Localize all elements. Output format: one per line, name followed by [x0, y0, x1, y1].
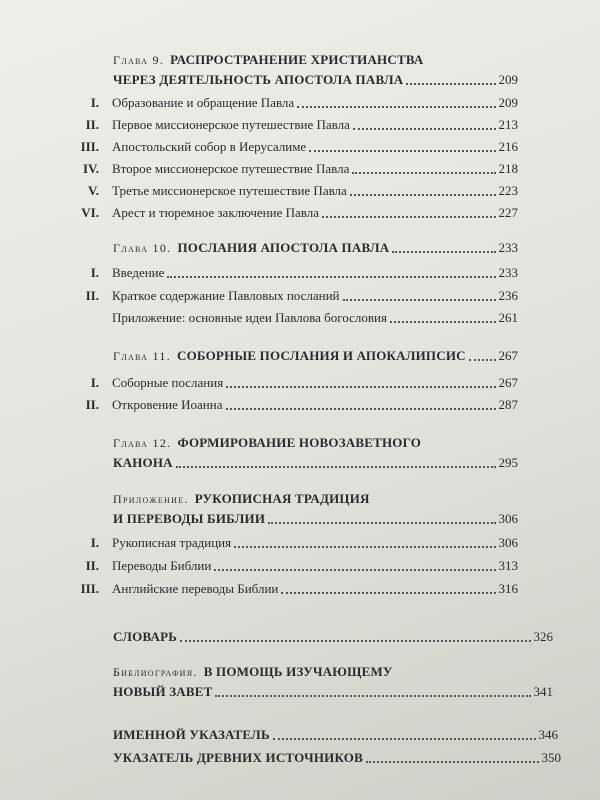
chapter-title: СОБОРНЫЕ ПОСЛАНИЯ И АПОКАЛИПСИС	[177, 348, 466, 363]
toc-item	[73, 263, 518, 283]
leader-dots	[392, 251, 495, 253]
toc-item	[73, 395, 518, 415]
page-number: 313	[498, 558, 518, 573]
sources-index-title: УКАЗАТЕЛЬ ДРЕВНИХ ИСТОЧНИКОВ	[113, 750, 363, 765]
sources-index	[113, 748, 561, 768]
page-number: 267	[498, 348, 518, 363]
appendix	[113, 489, 518, 529]
item-title: Английские переводы Библии	[112, 581, 279, 596]
roman-numeral: I.	[90, 265, 99, 280]
leader-dots	[176, 466, 496, 468]
roman-numeral: II.	[85, 558, 99, 573]
chapter-label: Глава 11.	[113, 349, 172, 363]
leader-dots	[353, 128, 496, 130]
leader-dots	[390, 321, 496, 323]
page-number: 261	[498, 310, 518, 325]
page-number: 346	[538, 727, 558, 742]
leader-dots	[350, 194, 496, 196]
roman-numeral: III.	[80, 581, 99, 596]
bibliography-title: В ПОМОЩЬ ИЗУЧАЮЩЕМУ	[203, 664, 393, 679]
item-title: Введение	[112, 265, 165, 280]
toc-item	[73, 373, 518, 393]
chapter-title-line2: КАНОНА	[113, 455, 173, 470]
toc-item	[73, 181, 518, 201]
glossary	[113, 627, 553, 647]
roman-numeral: II.	[85, 117, 99, 132]
roman-numeral: I.	[90, 375, 99, 390]
chapter-label: Глава 12.	[113, 436, 172, 450]
item-title: Апостольский собор в Иерусалиме	[112, 139, 307, 154]
chapter-label: Глава 9.	[113, 53, 165, 67]
page-number: 295	[498, 455, 518, 470]
roman-numeral: III.	[80, 139, 99, 154]
leader-dots	[226, 386, 495, 388]
page-number: 236	[498, 288, 518, 303]
page-number: 233	[498, 240, 518, 255]
leader-dots	[297, 106, 495, 108]
chapter-label: Глава 10.	[113, 241, 172, 255]
page-number: 223	[498, 183, 518, 198]
page-number: 218	[498, 161, 518, 176]
page-number: 209	[498, 72, 518, 87]
chapter-title-line2: ЧЕРЕЗ ДЕЯТЕЛЬНОСТЬ АПОСТОЛА ПАВЛА	[113, 72, 404, 87]
glossary-title: СЛОВАРЬ	[113, 629, 178, 644]
item-title: Рукописная традиция	[112, 535, 232, 550]
page-number: 213	[498, 117, 518, 132]
item-title: Откровение Иоанна	[112, 397, 223, 412]
toc-item	[73, 137, 518, 157]
item-title: Второе миссионерское путешествие Павла	[112, 161, 350, 176]
bibliography-title-line2: НОВЫЙ ЗАВЕТ	[113, 684, 213, 699]
roman-numeral: II.	[85, 288, 99, 303]
leader-dots	[343, 299, 496, 301]
chapter-9	[113, 50, 518, 90]
toc-item	[73, 159, 518, 179]
toc-item	[73, 308, 518, 328]
page-number: 287	[498, 397, 518, 412]
toc-item	[73, 286, 518, 306]
item-title: Приложение: основные идеи Павлова богословия	[112, 310, 387, 325]
chapter-title: ФОРМИРОВАНИЕ НОВОЗАВЕТНОГО	[177, 435, 422, 450]
page-number: 233	[498, 265, 518, 280]
leader-dots	[234, 546, 495, 548]
leader-dots	[167, 276, 495, 278]
item-title: Первое миссионерское путешествие Павла	[112, 117, 350, 132]
chapter-title-line2: И ПЕРЕВОДЫ БИБЛИИ	[113, 511, 266, 526]
roman-numeral: VI.	[81, 205, 99, 220]
item-title: Образование и обращение Павла	[112, 95, 295, 110]
roman-numeral: I.	[90, 95, 99, 110]
name-index	[113, 725, 558, 745]
leader-dots	[406, 83, 495, 85]
page-number: 316	[498, 581, 518, 596]
page-number: 216	[498, 139, 518, 154]
page-number: 306	[498, 511, 518, 526]
leader-dots	[214, 569, 495, 571]
leader-dots	[309, 150, 495, 152]
leader-dots	[469, 359, 496, 361]
page-number: 326	[533, 629, 553, 644]
roman-numeral: II.	[85, 397, 99, 412]
page-number: 350	[541, 750, 561, 765]
item-title: Соборные послания	[112, 375, 224, 390]
chapter-11	[113, 346, 518, 366]
toc-item	[73, 93, 518, 113]
leader-dots	[226, 408, 496, 410]
toc-item	[73, 579, 518, 599]
item-title: Третье миссионерское путешествие Павла	[112, 183, 347, 198]
chapter-12	[113, 433, 518, 473]
toc-item	[73, 556, 518, 576]
toc-item	[73, 115, 518, 135]
page-number: 227	[498, 205, 518, 220]
name-index-title: ИМЕННОЙ УКАЗАТЕЛЬ	[113, 727, 270, 742]
leader-dots	[180, 640, 530, 642]
leader-dots	[366, 761, 539, 763]
item-title: Арест и тюремное заключение Павла	[112, 205, 319, 220]
item-title: Краткое содержание Павловых посланий	[112, 288, 340, 303]
chapter-title: ПОСЛАНИЯ АПОСТОЛА ПАВЛА	[177, 240, 390, 255]
toc-item	[73, 203, 518, 223]
roman-numeral: V.	[88, 183, 99, 198]
chapter-title: РАСПРОСТРАНЕНИЕ ХРИСТИАНСТВА	[170, 52, 424, 67]
chapter-10	[113, 238, 518, 258]
leader-dots	[322, 216, 496, 218]
roman-numeral: I.	[90, 535, 99, 550]
leader-dots	[215, 695, 530, 697]
toc-item	[73, 533, 518, 553]
leader-dots	[273, 738, 536, 740]
bibliography	[113, 662, 553, 702]
chapter-label: Библиография.	[113, 665, 198, 679]
page-number: 267	[498, 375, 518, 390]
page-number: 341	[533, 684, 553, 699]
leader-dots	[352, 172, 495, 174]
leader-dots	[281, 592, 495, 594]
page-number: 306	[498, 535, 518, 550]
roman-numeral: IV.	[82, 161, 99, 176]
page-number: 209	[498, 95, 518, 110]
chapter-label: Приложение.	[113, 492, 189, 506]
chapter-title: РУКОПИСНАЯ ТРАДИЦИЯ	[194, 491, 370, 506]
leader-dots	[268, 522, 495, 524]
item-title: Переводы Библии	[112, 558, 212, 573]
